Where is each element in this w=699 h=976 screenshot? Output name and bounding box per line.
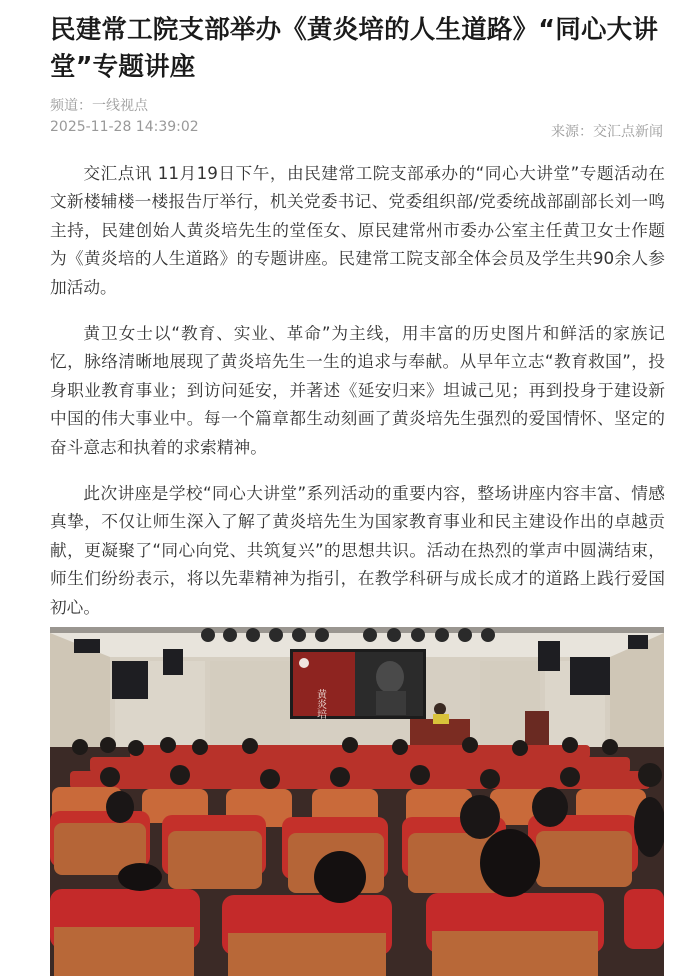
paragraph-2: 黄卫女士以“教育、实业、革命”为主线，用丰富的历史图片和鲜活的家族记忆，脉络清晰地展现了黄炎培先生一生的追求与奉献。从早年立志“教育救国”，投身职业教育事业；到访问延安，并著述《延安归来》坦诚己见；再到投身于建设新中国的伟大事业中。每一个篇章都生动刻画了黄炎培先生强烈的爱国情怀、坚定的奋斗意志和执着的求索精神。 bbox=[50, 323, 665, 457]
lecture-photo bbox=[50, 627, 664, 976]
paragraph-3: 此次讲座是学校“同心大讲堂”系列活动的重要内容，整场讲座内容丰富、情感真挚，不仅让师生深入了解了黄炎培先生为国家教育事业和民主建设作出的卓越贡献，更凝聚了“同心向党、共筑复兴”的思想共识。活动在热烈的掌声中圆满结束，师生们纷纷表示，将以先辈精神为指引，在教学科研与成长成才的道路上践行爱国初心。 bbox=[50, 483, 665, 617]
channel-label: 频道：一线视点 bbox=[50, 98, 148, 114]
source-label: 来源：交汇点新闻 bbox=[551, 124, 663, 140]
article-title: 民建常工院支部举办《黄炎培的人生道路》“同心大讲堂”专题讲座 bbox=[50, 15, 659, 82]
publish-date: 2025-11-28 14:39:02 bbox=[50, 119, 199, 135]
article-body bbox=[50, 159, 665, 639]
paragraph-1: 交汇点讯 11月19日下午，由民建常工院支部承办的“同心大讲堂”专题活动在文新楼辅楼一楼报告厅举行，机关党委书记、党委组织部/党委统战部副部长刘一鸣主持，民建创始人黄炎培先生的堂侄女、原民建常州市委办公室主任黄卫女士作题为《黄炎培的人生道路》的专题讲座。民建常工院支部全体会员及学生共90余人参加活动。 bbox=[50, 163, 665, 297]
lecture-hall-image bbox=[50, 627, 664, 976]
screen-title-text: 黄炎培 bbox=[314, 689, 326, 719]
